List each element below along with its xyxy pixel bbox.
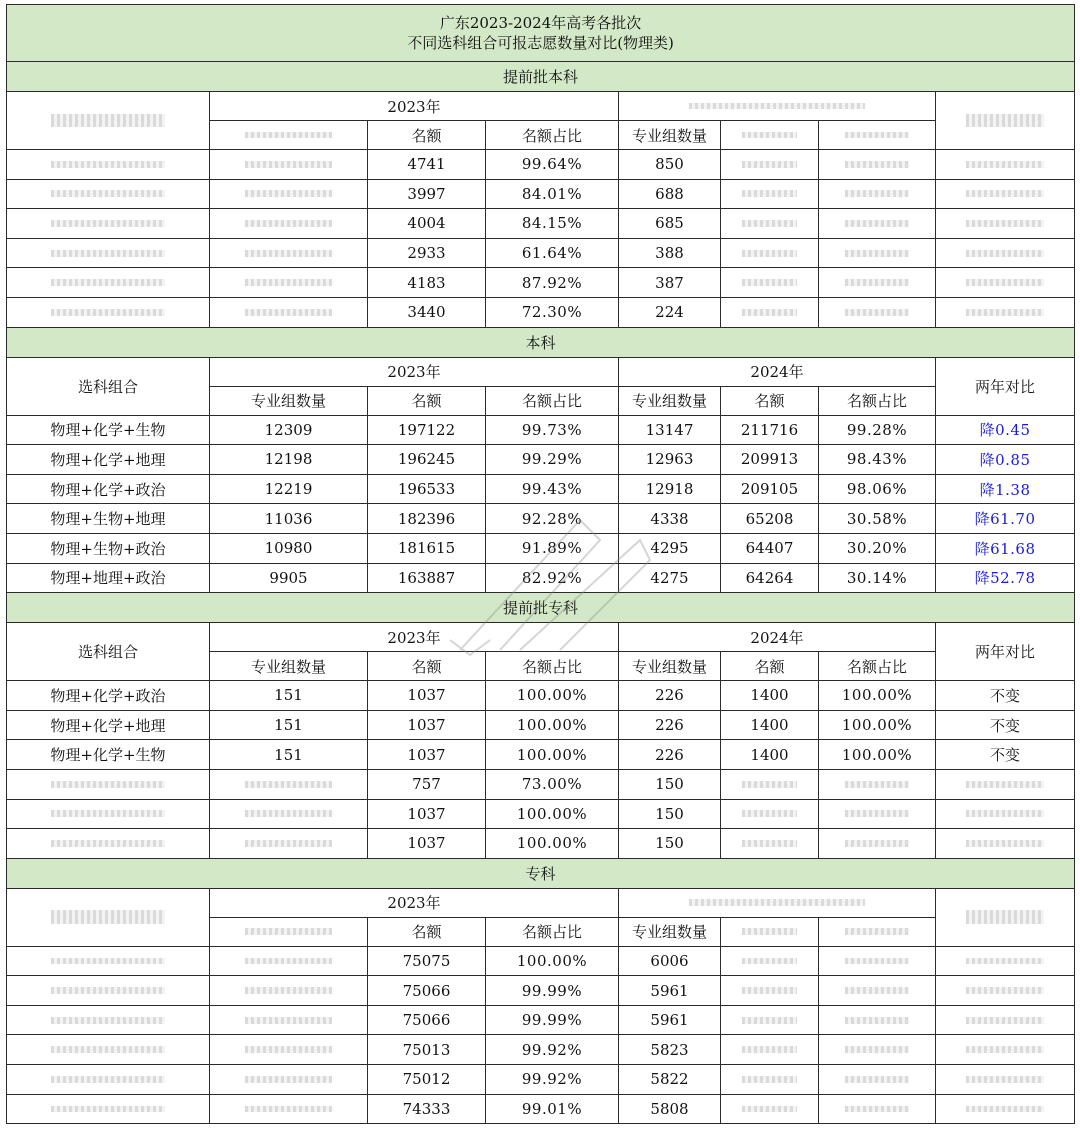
- cell-mingE-2023: 1037: [368, 681, 486, 711]
- table-row: [7, 976, 1075, 1006]
- cell-zhanbi-2023: 99.29%: [486, 445, 619, 475]
- cell-groups-2024: 13147: [619, 415, 721, 445]
- cell-combo: 物理+化学+生物: [7, 415, 210, 445]
- redacted-cell: [936, 179, 1075, 209]
- cell-zhanbi-2024: 100.00%: [819, 710, 936, 740]
- cell-groups-2024: 224: [619, 297, 721, 327]
- redacted-cell: [7, 150, 210, 180]
- redacted-cell: [819, 179, 936, 209]
- year-2023-header: 2023年: [210, 357, 619, 386]
- redacted-cell: [619, 92, 936, 121]
- cell-mingE-2023: 196533: [368, 474, 486, 504]
- cell-zhanbi-2024: 100.00%: [819, 740, 936, 770]
- year-2024-header: 2024年: [619, 357, 936, 386]
- redacted-cell: [819, 917, 936, 946]
- cell-zhanbi-2023: 100.00%: [486, 829, 619, 859]
- table-row: [7, 504, 1075, 534]
- table-row: [7, 179, 1075, 209]
- redacted-cell: [721, 917, 819, 946]
- cell-mingE-2023: 1037: [368, 799, 486, 829]
- table-row: [7, 740, 1075, 770]
- col-header-combo: 选科组合: [7, 623, 210, 681]
- redacted-cell: [721, 769, 819, 799]
- table-row: [7, 829, 1075, 859]
- table-row: [7, 563, 1075, 593]
- cell-mingE: 2933: [368, 238, 486, 268]
- redacted-cell: [210, 297, 368, 327]
- cell-mingE-2023: 1037: [368, 710, 486, 740]
- redacted-cell: [721, 976, 819, 1006]
- cell-mingE: 75066: [368, 976, 486, 1006]
- cell-zhanbi-2023: 82.92%: [486, 563, 619, 593]
- year-2024-header: 2024年: [619, 623, 936, 652]
- table-row: [7, 799, 1075, 829]
- section-header-tiqian-benke: 提前批本科: [7, 62, 1075, 92]
- cell-zhanbi-2023: 92.28%: [486, 504, 619, 534]
- cell-zhanbi: 72.30%: [486, 297, 619, 327]
- redacted-cell: [819, 976, 936, 1006]
- redacted-cell: [936, 209, 1075, 239]
- cell-zhanbi: 99.64%: [486, 150, 619, 180]
- cell-groups-2023: 9905: [210, 563, 368, 593]
- cell-groups-2023: 151: [210, 740, 368, 770]
- cell-zhanbi-2023: 91.89%: [486, 533, 619, 563]
- cell-compare: 不变: [936, 740, 1075, 770]
- cell-combo: 物理+化学+政治: [7, 681, 210, 711]
- redacted-cell: [721, 829, 819, 859]
- redacted-cell: [7, 769, 210, 799]
- table-row: [7, 946, 1075, 976]
- redacted-cell: [7, 888, 210, 946]
- redacted-cell: [721, 297, 819, 327]
- col-header-zhanbi: 名额占比: [486, 652, 619, 681]
- cell-zhanbi-2023: 100.00%: [486, 681, 619, 711]
- section-header-zhuanke: 专科: [7, 858, 1075, 888]
- title-line-2: 不同选科组合可报志愿数量对比(物理类): [407, 34, 674, 52]
- cell-groups-2024: 6006: [619, 946, 721, 976]
- redacted-cell: [721, 799, 819, 829]
- comparison-table: [6, 4, 1075, 1124]
- redacted-cell: [7, 799, 210, 829]
- redacted-cell: [819, 799, 936, 829]
- table-row: [7, 445, 1075, 475]
- cell-combo: 物理+化学+生物: [7, 740, 210, 770]
- cell-zhanbi: 61.64%: [486, 238, 619, 268]
- cell-zhanbi-2023: 100.00%: [486, 740, 619, 770]
- year-2023-header: 2023年: [210, 92, 619, 121]
- cell-mingE-2023: 181615: [368, 533, 486, 563]
- cell-mingE: 75012: [368, 1065, 486, 1095]
- cell-combo: 物理+化学+地理: [7, 710, 210, 740]
- redacted-cell: [210, 829, 368, 859]
- table-row: [7, 415, 1075, 445]
- redacted-cell: [936, 297, 1075, 327]
- table-row: [7, 150, 1075, 180]
- redacted-cell: [936, 268, 1075, 298]
- cell-mingE-2023: 757: [368, 769, 486, 799]
- cell-compare: 降1.38: [936, 474, 1075, 504]
- redacted-cell: [819, 1035, 936, 1065]
- cell-zhanbi-2024: 100.00%: [819, 681, 936, 711]
- col-header-compare: 两年对比: [936, 357, 1075, 415]
- redacted-cell: [936, 976, 1075, 1006]
- redacted-cell: [819, 1005, 936, 1035]
- redacted-cell: [819, 268, 936, 298]
- table-row: [7, 1065, 1075, 1095]
- cell-groups-2024: 4295: [619, 533, 721, 563]
- cell-groups-2024: 12963: [619, 445, 721, 475]
- redacted-cell: [210, 917, 368, 946]
- table-row: [7, 681, 1075, 711]
- cell-mingE-2024: 64264: [721, 563, 819, 593]
- table-row: [7, 710, 1075, 740]
- redacted-cell: [936, 1065, 1075, 1095]
- redacted-cell: [819, 1094, 936, 1124]
- cell-mingE: 75013: [368, 1035, 486, 1065]
- cell-mingE-2023: 197122: [368, 415, 486, 445]
- redacted-cell: [210, 1035, 368, 1065]
- cell-combo: 物理+化学+政治: [7, 474, 210, 504]
- cell-zhanbi: 100.00%: [486, 946, 619, 976]
- redacted-cell: [210, 799, 368, 829]
- col-header-zhanbi: 名额占比: [486, 121, 619, 150]
- cell-zhanbi-2023: 99.43%: [486, 474, 619, 504]
- cell-groups-2024: 387: [619, 268, 721, 298]
- cell-groups-2024: 4275: [619, 563, 721, 593]
- cell-compare: 不变: [936, 710, 1075, 740]
- redacted-cell: [721, 179, 819, 209]
- redacted-cell: [7, 1065, 210, 1095]
- redacted-cell: [936, 92, 1075, 150]
- redacted-cell: [819, 946, 936, 976]
- table-row: [7, 769, 1075, 799]
- redacted-cell: [7, 209, 210, 239]
- col-header-groups: 专业组数量: [619, 917, 721, 946]
- title-line-1: 广东2023-2024年高考各批次: [439, 14, 642, 32]
- cell-zhanbi-2024: 30.58%: [819, 504, 936, 534]
- cell-groups-2024: 226: [619, 681, 721, 711]
- cell-groups-2024: 688: [619, 179, 721, 209]
- cell-groups-2024: 226: [619, 710, 721, 740]
- col-header-mingE: 名额: [368, 121, 486, 150]
- cell-mingE: 4741: [368, 150, 486, 180]
- redacted-cell: [210, 238, 368, 268]
- year-2023-header: 2023年: [210, 888, 619, 917]
- cell-groups-2024: 850: [619, 150, 721, 180]
- section-header-benke: 本科: [7, 327, 1075, 357]
- col-header-mingE: 名额: [368, 917, 486, 946]
- table-row: [7, 268, 1075, 298]
- table-row: [7, 209, 1075, 239]
- cell-groups-2023: 151: [210, 681, 368, 711]
- cell-mingE: 3997: [368, 179, 486, 209]
- cell-mingE-2024: 1400: [721, 681, 819, 711]
- cell-mingE: 4183: [368, 268, 486, 298]
- cell-compare: 降0.85: [936, 445, 1075, 475]
- redacted-cell: [7, 1094, 210, 1124]
- cell-groups-2024: 12918: [619, 474, 721, 504]
- redacted-cell: [210, 209, 368, 239]
- cell-combo: 物理+地理+政治: [7, 563, 210, 593]
- cell-groups-2024: 685: [619, 209, 721, 239]
- table-row: [7, 297, 1075, 327]
- cell-groups-2024: 150: [619, 799, 721, 829]
- cell-zhanbi-2024: 98.43%: [819, 445, 936, 475]
- cell-groups-2024: 388: [619, 238, 721, 268]
- redacted-cell: [936, 799, 1075, 829]
- cell-mingE-2024: 211716: [721, 415, 819, 445]
- cell-compare: 降0.45: [936, 415, 1075, 445]
- redacted-cell: [210, 1005, 368, 1035]
- redacted-cell: [7, 1035, 210, 1065]
- redacted-cell: [936, 1035, 1075, 1065]
- table-row: [7, 1094, 1075, 1124]
- redacted-cell: [819, 209, 936, 239]
- col-header-groups: 专业组数量: [619, 652, 721, 681]
- cell-mingE-2024: 209105: [721, 474, 819, 504]
- cell-mingE-2024: 1400: [721, 740, 819, 770]
- cell-groups-2024: 150: [619, 829, 721, 859]
- redacted-cell: [7, 92, 210, 150]
- redacted-cell: [721, 121, 819, 150]
- cell-mingE-2024: 65208: [721, 504, 819, 534]
- cell-groups-2023: 12198: [210, 445, 368, 475]
- table-row: [7, 533, 1075, 563]
- table-row: [7, 1035, 1075, 1065]
- col-header-zhanbi: 名额占比: [819, 386, 936, 415]
- cell-combo: 物理+生物+政治: [7, 533, 210, 563]
- cell-zhanbi-2023: 100.00%: [486, 799, 619, 829]
- redacted-cell: [721, 1065, 819, 1095]
- cell-groups-2024: 150: [619, 769, 721, 799]
- cell-zhanbi: 99.99%: [486, 976, 619, 1006]
- redacted-cell: [210, 150, 368, 180]
- cell-groups-2024: 4338: [619, 504, 721, 534]
- section-header-tiqian-zhuanke: 提前批专科: [7, 593, 1075, 623]
- cell-compare: 降61.68: [936, 533, 1075, 563]
- redacted-cell: [936, 238, 1075, 268]
- cell-groups-2023: 12219: [210, 474, 368, 504]
- cell-zhanbi-2023: 100.00%: [486, 710, 619, 740]
- redacted-cell: [936, 1005, 1075, 1035]
- cell-groups-2024: 5823: [619, 1035, 721, 1065]
- cell-zhanbi: 84.15%: [486, 209, 619, 239]
- redacted-cell: [721, 238, 819, 268]
- cell-zhanbi-2023: 73.00%: [486, 769, 619, 799]
- cell-mingE-2023: 163887: [368, 563, 486, 593]
- cell-zhanbi: 99.92%: [486, 1035, 619, 1065]
- redacted-cell: [7, 976, 210, 1006]
- redacted-cell: [721, 1005, 819, 1035]
- col-header-mingE: 名额: [368, 652, 486, 681]
- redacted-cell: [210, 946, 368, 976]
- table-row: [7, 1005, 1075, 1035]
- cell-zhanbi: 84.01%: [486, 179, 619, 209]
- cell-groups-2023: 12309: [210, 415, 368, 445]
- col-header-combo: 选科组合: [7, 357, 210, 415]
- cell-combo: 物理+生物+地理: [7, 504, 210, 534]
- redacted-cell: [721, 209, 819, 239]
- cell-mingE-2023: 1037: [368, 740, 486, 770]
- redacted-cell: [936, 829, 1075, 859]
- cell-zhanbi: 99.92%: [486, 1065, 619, 1095]
- redacted-cell: [210, 179, 368, 209]
- cell-zhanbi-2023: 99.73%: [486, 415, 619, 445]
- redacted-cell: [210, 121, 368, 150]
- col-header-zhanbi: 名额占比: [486, 917, 619, 946]
- cell-zhanbi: 99.01%: [486, 1094, 619, 1124]
- cell-combo: 物理+化学+地理: [7, 445, 210, 475]
- cell-mingE: 75066: [368, 1005, 486, 1035]
- redacted-cell: [721, 1094, 819, 1124]
- redacted-cell: [7, 297, 210, 327]
- table-row: [7, 238, 1075, 268]
- col-header-compare: 两年对比: [936, 623, 1075, 681]
- col-header-zhanbi: 名额占比: [486, 386, 619, 415]
- redacted-cell: [210, 268, 368, 298]
- cell-mingE: 75075: [368, 946, 486, 976]
- cell-groups-2024: 5961: [619, 1005, 721, 1035]
- redacted-cell: [819, 297, 936, 327]
- col-header-mingE: 名额: [721, 386, 819, 415]
- redacted-cell: [936, 946, 1075, 976]
- cell-groups-2024: 5961: [619, 976, 721, 1006]
- year-2023-header: 2023年: [210, 623, 619, 652]
- redacted-cell: [7, 179, 210, 209]
- redacted-cell: [7, 268, 210, 298]
- cell-zhanbi: 87.92%: [486, 268, 619, 298]
- redacted-cell: [7, 946, 210, 976]
- cell-zhanbi-2024: 99.28%: [819, 415, 936, 445]
- cell-mingE: 3440: [368, 297, 486, 327]
- redacted-cell: [210, 1065, 368, 1095]
- redacted-cell: [721, 946, 819, 976]
- redacted-cell: [819, 1065, 936, 1095]
- cell-groups-2024: 5808: [619, 1094, 721, 1124]
- cell-mingE-2024: 64407: [721, 533, 819, 563]
- cell-groups-2024: 226: [619, 740, 721, 770]
- redacted-cell: [210, 769, 368, 799]
- redacted-cell: [819, 238, 936, 268]
- redacted-cell: [819, 769, 936, 799]
- redacted-cell: [819, 121, 936, 150]
- cell-zhanbi-2024: 98.06%: [819, 474, 936, 504]
- col-header-groups: 专业组数量: [619, 121, 721, 150]
- redacted-cell: [936, 1094, 1075, 1124]
- col-header-groups: 专业组数量: [210, 652, 368, 681]
- redacted-cell: [936, 888, 1075, 946]
- redacted-cell: [721, 150, 819, 180]
- redacted-cell: [819, 829, 936, 859]
- col-header-mingE: 名额: [368, 386, 486, 415]
- cell-groups-2023: 151: [210, 710, 368, 740]
- redacted-cell: [721, 1035, 819, 1065]
- redacted-cell: [721, 268, 819, 298]
- redacted-cell: [210, 976, 368, 1006]
- cell-compare: 降61.70: [936, 504, 1075, 534]
- cell-compare: 降52.78: [936, 563, 1075, 593]
- redacted-cell: [7, 829, 210, 859]
- cell-zhanbi-2024: 30.20%: [819, 533, 936, 563]
- col-header-groups: 专业组数量: [619, 386, 721, 415]
- cell-zhanbi-2024: 30.14%: [819, 563, 936, 593]
- cell-mingE-2023: 182396: [368, 504, 486, 534]
- cell-zhanbi: 99.99%: [486, 1005, 619, 1035]
- cell-compare: 不变: [936, 681, 1075, 711]
- cell-groups-2023: 10980: [210, 533, 368, 563]
- redacted-cell: [819, 150, 936, 180]
- redacted-cell: [7, 1005, 210, 1035]
- cell-groups-2023: 11036: [210, 504, 368, 534]
- redacted-cell: [936, 150, 1075, 180]
- col-header-mingE: 名额: [721, 652, 819, 681]
- col-header-zhanbi: 名额占比: [819, 652, 936, 681]
- redacted-cell: [210, 1094, 368, 1124]
- cell-mingE-2023: 1037: [368, 829, 486, 859]
- col-header-groups: 专业组数量: [210, 386, 368, 415]
- cell-mingE-2024: 209913: [721, 445, 819, 475]
- cell-mingE-2024: 1400: [721, 710, 819, 740]
- redacted-cell: [936, 769, 1075, 799]
- cell-mingE: 74333: [368, 1094, 486, 1124]
- redacted-cell: [7, 238, 210, 268]
- redacted-cell: [619, 888, 936, 917]
- cell-mingE: 4004: [368, 209, 486, 239]
- cell-groups-2024: 5822: [619, 1065, 721, 1095]
- cell-mingE-2023: 196245: [368, 445, 486, 475]
- table-title: [7, 5, 1075, 62]
- table-row: [7, 474, 1075, 504]
